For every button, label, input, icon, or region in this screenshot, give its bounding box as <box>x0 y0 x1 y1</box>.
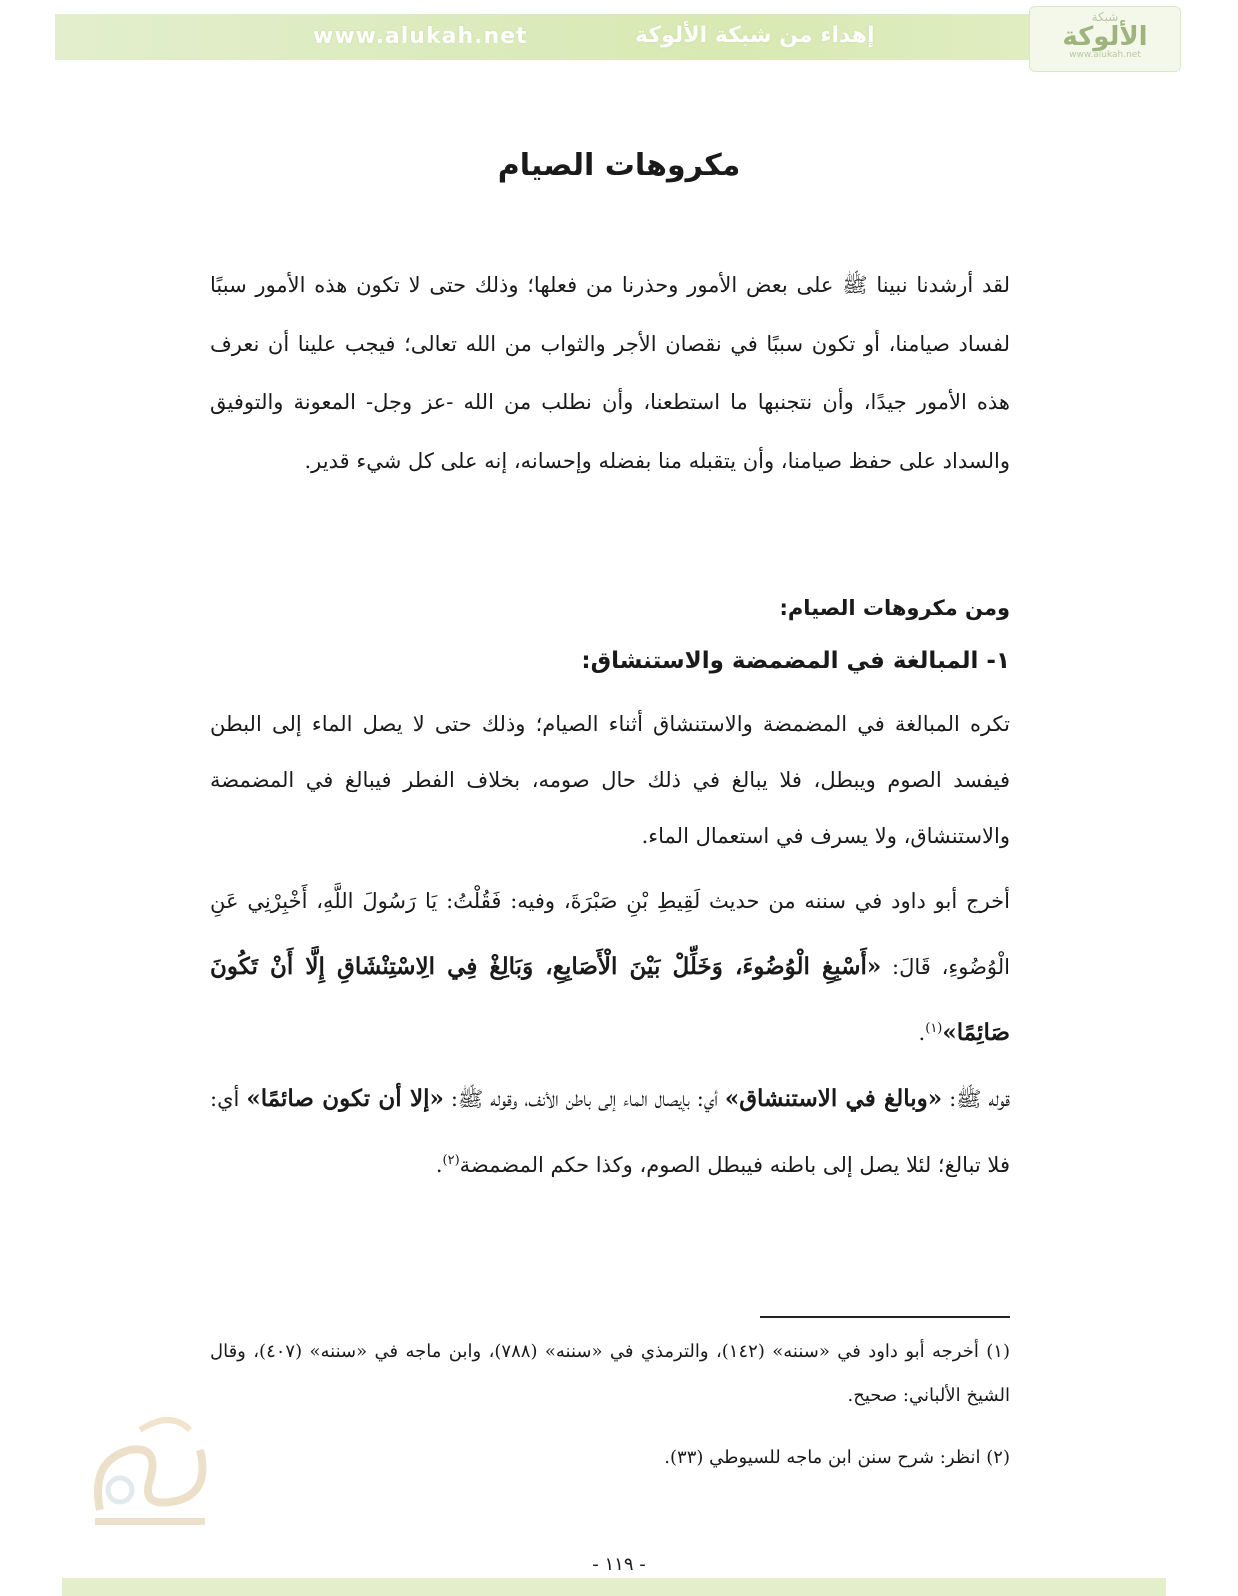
decorative-watermark-icon <box>80 1400 220 1530</box>
footnote-ref-2[interactable]: (٢) <box>442 1153 460 1168</box>
footnote-2: (٢) انظر: شرح سنن ابن ماجه للسيوطي (٣٣). <box>664 1447 1010 1468</box>
commentary-part-1: قوله ﷺ: <box>949 1087 1010 1111</box>
hadith-paragraph <box>210 868 1010 1066</box>
top-banner <box>55 10 1181 60</box>
logo-url-text: www.alukah.net <box>1069 50 1141 60</box>
logo-top-text: شبكة <box>1091 10 1119 24</box>
commentary-part-3: أي: فلا تبالغ؛ لئلا يصل إلى باطنه فيبطل الصوم، وكذا حكم المضمضة <box>210 1087 1010 1177</box>
bottom-band <box>62 1578 1166 1596</box>
item-1-body: تكره المبالغة في المضمضة والاستنشاق أثناء الصيام؛ وذلك حتى لا يصل الماء إلى البطن فيفسد الصوم ويبطل، فلا يبالغ في ذلك حال صومه، بخلاف الفطر فيبالغ في المضمضة والاستنشاق، ولا يسرف في استعمال الماء. <box>210 712 1010 848</box>
hadith-intro: أخرج أبو داود في سننه من حديث لَقِيطِ بْنِ صَبْرَةَ، وفيه: فَقُلْتُ: يَا رَسُولَ اللَّهِ، أَخْبِرْنِي عَنِ الْوُضُوءِ، قَالَ: <box>210 889 1010 979</box>
page-title: مكروهات الصيام <box>497 148 741 183</box>
footnote-separator <box>760 1316 1010 1318</box>
commentary-paragraph <box>210 1066 1010 1198</box>
commentary-quote-1: «وبالغ في الاستنشاق» <box>724 1085 943 1112</box>
footnote-1: (١) أخرجه أبو داود في «سننه» (١٤٢)، والترمذي في «سننه» (٧٨٨)، وابن ماجه في «سننه» (٤٠٧)، وقال الشيخ الألباني: صحيح. <box>210 1341 1010 1406</box>
item-1-heading: ١- المبالغة في المضمضة والاستنشاق: <box>581 648 1010 674</box>
hadith-end: . <box>918 1021 926 1045</box>
hadith-quote: «أَسْبِغِ الْوُضُوءَ، وَخَلِّلْ بَيْنَ الْأَصَابِعِ، وَبَالِغْ فِي الِاسْتِنْشَاقِ إِلَّا أَنْ تَكُونَ صَائِمًا» <box>210 953 1010 1046</box>
commentary-quote-2: «إلا أن تكون صائمًا» <box>246 1085 444 1112</box>
page-number: - ١١٩ - <box>592 1554 646 1575</box>
logo-main-text: الألوكة <box>1062 22 1148 52</box>
commentary-end: . <box>435 1153 443 1177</box>
section-heading: ومن مكروهات الصيام: <box>779 596 1010 620</box>
intro-paragraph: لقد أرشدنا نبينا ﷺ على بعض الأمور وحذرنا من فعلها؛ وذلك حتى لا تكون هذه الأمور سببًا لفساد صيامنا، أو تكون سببًا في نقصان الأجر والثواب من الله تعالى؛ فيجب علينا أن نعرف هذه الأمور جيدًا، وأن نتجنبها ما استطعنا، وأن نطلب من الله -عز وجل- المعونة والتوفيق والسداد على حفظ صيامنا، وأن يتقبله منا بفضله وإحسانه، إنه على كل شيء قدير. <box>210 273 1010 473</box>
commentary-part-2: أي: بإيصال الماء إلى باطن الأنف، وقوله ﷺ: <box>450 1087 718 1111</box>
banner-url[interactable]: www.alukah.net <box>313 24 528 49</box>
footnote-ref-1[interactable]: (١) <box>925 1021 943 1036</box>
alukah-logo[interactable] <box>1029 6 1181 72</box>
banner-caption: إهداء من شبكة الألوكة <box>635 23 875 48</box>
